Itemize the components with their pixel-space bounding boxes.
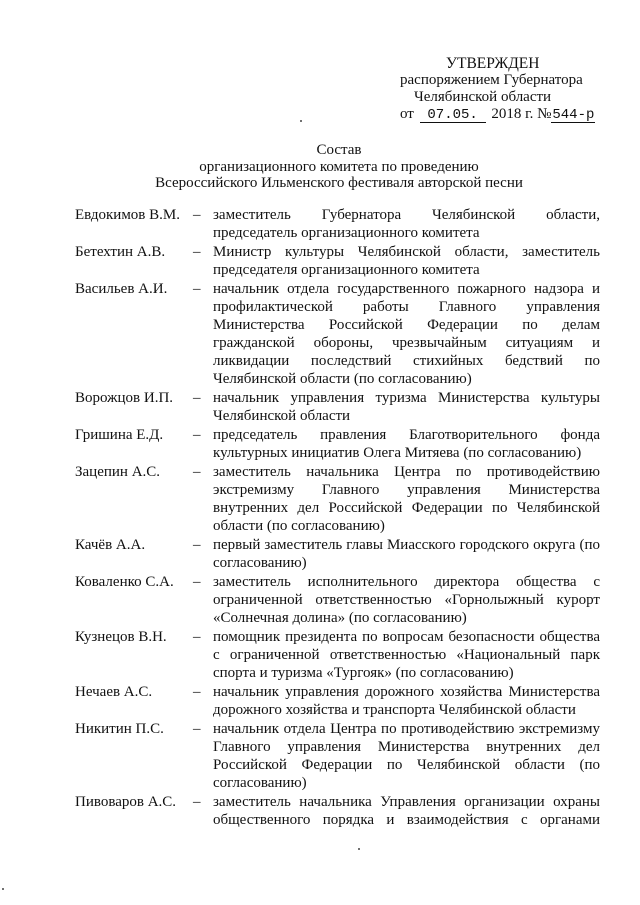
- title-line-3: Всероссийского Ильменского фестиваля авторской песни: [155, 175, 523, 191]
- member-row: [75, 628, 600, 682]
- member-name: Коваленко С.А.: [75, 574, 174, 590]
- member-name: Нечаев А.С.: [75, 684, 153, 700]
- member-dash: –: [193, 721, 201, 737]
- member-role: помощник президента по вопросам безопасности общества с ограниченной ответственностью «Национальный парк спорта и туризма «Тургояк» (по согласованию): [213, 629, 600, 681]
- member-name: Качёв А.А.: [75, 537, 146, 553]
- member-role: Министр культуры Челябинской области, заместитель председателя организационного комитета: [213, 244, 600, 278]
- member-role: заместитель исполнительного директора общества с ограниченной ответственностью «Горнолыжный курорт «Солнечная долина» (по согласованию): [213, 574, 600, 626]
- scan-speck: [2, 888, 4, 890]
- document-title: [0, 142, 640, 192]
- approval-region-line: Челябинской области: [414, 89, 552, 105]
- member-name: Васильев А.И.: [75, 281, 168, 297]
- title-line-2: организационного комитета по проведению: [199, 158, 479, 175]
- member-name: Евдокимов В.М.: [75, 207, 180, 223]
- scan-speck: [358, 848, 360, 850]
- member-row: [75, 683, 600, 719]
- approval-date: 07.05.: [420, 108, 486, 123]
- members-list: [75, 206, 600, 830]
- member-dash: –: [193, 537, 201, 553]
- member-role: заместитель Губернатора Челябинской области, председатель организационного комитета: [213, 207, 600, 241]
- member-dash: –: [193, 794, 201, 810]
- member-name: Бетехтин А.В.: [75, 244, 166, 260]
- member-dash: –: [193, 281, 201, 297]
- member-dash: –: [193, 207, 201, 223]
- approval-heading: УТВЕРЖДЕН: [446, 55, 540, 72]
- member-role: начальник отдела государственного пожарного надзора и профилактической работы Главного управления Министерства Российской Федерации по делам гражданской обороны, чрезвычайным ситуациям и ликвидации последствий стихийных бедствий по Челябинской области (по согласованию): [213, 281, 600, 387]
- member-row: [75, 463, 600, 535]
- member-role: председатель правления Благотворительного фонда культурных инициатив Олега Митяева (по согласованию): [213, 427, 600, 461]
- member-row: [75, 426, 600, 462]
- member-role: начальник управления туризма Министерства культуры Челябинской области: [213, 390, 600, 424]
- member-name: Пивоваров А.С.: [75, 794, 177, 810]
- member-dash: –: [193, 629, 201, 645]
- member-role: начальник управления дорожного хозяйства Министерства дорожного хозяйства и транспорта Челябинской области: [213, 684, 600, 718]
- approval-number: 544-р: [552, 107, 595, 123]
- member-name: Кузнецов В.Н.: [75, 629, 167, 645]
- member-name: Ворожцов И.П.: [75, 390, 174, 406]
- approval-order-line: распоряжением Губернатора: [400, 72, 583, 88]
- title-line-1: Состав: [316, 142, 362, 158]
- member-role: первый заместитель главы Миасского городского округа (по согласованию): [213, 537, 600, 571]
- member-name: Гришина Е.Д.: [75, 427, 164, 443]
- member-role: начальник отдела Центра по противодействию экстремизму Главного управления Министерства внутренних дел Российской Федерации по Челябинской области (по согласованию): [213, 721, 600, 791]
- member-row: [75, 573, 600, 627]
- member-row: [75, 536, 600, 572]
- member-dash: –: [193, 464, 201, 480]
- member-row: [75, 720, 600, 792]
- member-name: Зацепин А.С.: [75, 464, 161, 480]
- scan-speck: [300, 120, 302, 122]
- member-row: [75, 243, 600, 279]
- member-name: Никитин П.С.: [75, 721, 164, 737]
- approval-year-text: 2018 г. №: [491, 106, 552, 122]
- approval-date-line: [380, 106, 610, 123]
- member-dash: –: [193, 244, 201, 260]
- member-dash: –: [193, 427, 201, 443]
- member-row: [75, 389, 600, 425]
- member-dash: –: [193, 574, 201, 590]
- member-role: заместитель начальника Центра по противодействию экстремизму Главного управления Министерства внутренних дел Российской Федерации по Челябинской области (по согласованию): [213, 464, 600, 534]
- approval-prefix: от: [400, 106, 414, 122]
- member-dash: –: [193, 684, 201, 700]
- member-row: [75, 280, 600, 388]
- approval-block: [380, 55, 610, 123]
- member-row: [75, 793, 600, 829]
- member-row: [75, 206, 600, 242]
- member-role: заместитель начальника Управления организации охраны общественного порядка и взаимодействия с органами: [213, 794, 600, 828]
- member-dash: –: [193, 390, 201, 406]
